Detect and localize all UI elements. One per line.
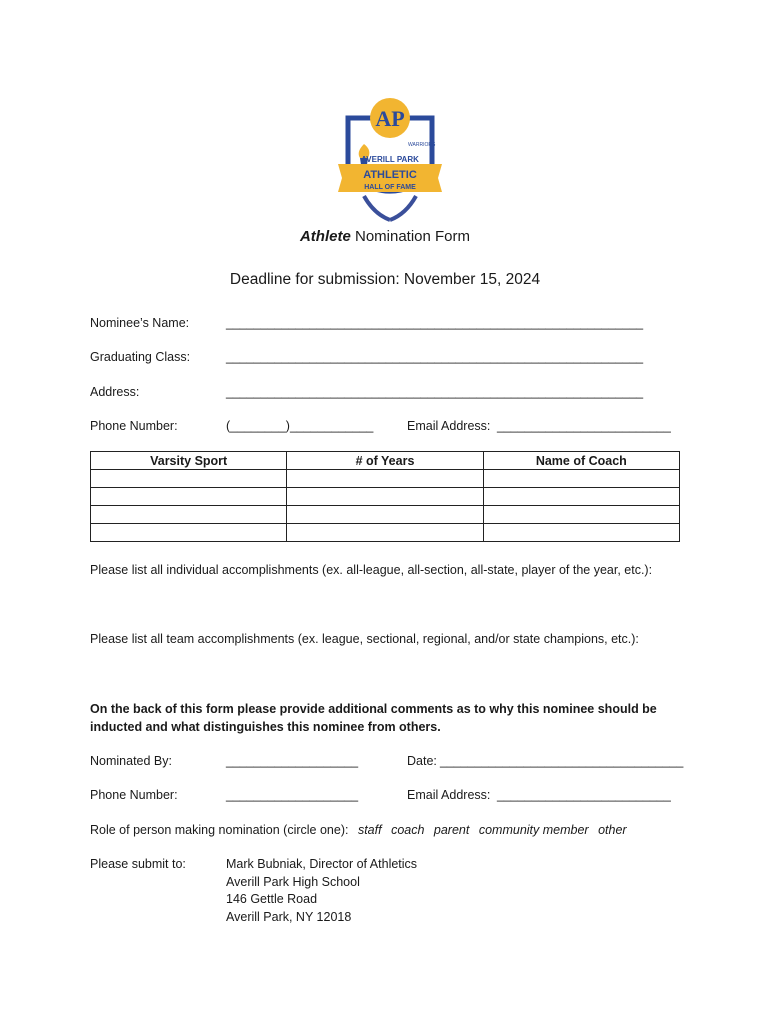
role-option-staff[interactable]: staff	[357, 823, 382, 837]
logo-tagline: WARRIORS	[408, 142, 436, 148]
logo-laurel-left	[364, 196, 390, 220]
sport-cell[interactable]	[91, 506, 287, 524]
individual-accomplishments-prompt: Please list all individual accomplishments (ex. all-league, all-section, all-state, player of the year, etc.):	[90, 563, 653, 577]
deadline: Deadline for submission: November 15, 2024	[229, 271, 541, 288]
submit-address-line: Averill Park, NY 12018	[226, 909, 352, 924]
years-cell[interactable]	[287, 470, 483, 488]
years-cell[interactable]	[287, 506, 483, 524]
form-title	[0, 228, 770, 245]
role-option-parent[interactable]: parent	[433, 823, 470, 837]
submit-address-line: 146 Gettle Road	[226, 892, 318, 906]
date-label: Date:	[407, 754, 437, 768]
logo-laurel-right	[390, 196, 416, 220]
nominator-email-label: Email Address:	[407, 788, 491, 802]
form-title-bold: Athlete	[299, 228, 351, 245]
graduating-class-field[interactable]: ____________________________________________________________	[226, 350, 644, 364]
coach-cell[interactable]	[483, 470, 679, 488]
table-row	[91, 488, 680, 506]
nominator-phone-label: Phone Number:	[90, 788, 178, 802]
coach-cell[interactable]	[483, 506, 679, 524]
hall-of-fame-logo	[334, 96, 446, 228]
sports-table	[90, 451, 680, 542]
date-field[interactable]: ___________________________________	[440, 754, 684, 768]
coach-cell[interactable]	[483, 488, 679, 506]
nominator-email-field[interactable]: _________________________	[497, 788, 671, 802]
phone-field[interactable]: (________)____________	[226, 419, 374, 433]
nominator-phone-field[interactable]: ___________________	[226, 788, 359, 802]
address-label: Address:	[90, 385, 140, 399]
sport-cell[interactable]	[91, 524, 287, 542]
sports-table-header	[91, 452, 680, 470]
nominated-by-field[interactable]: ___________________	[226, 754, 359, 768]
nominee-name-label: Nominee’s Name:	[90, 316, 190, 330]
table-row	[91, 506, 680, 524]
role-option-other[interactable]: other	[598, 823, 627, 837]
address-field[interactable]: ____________________________________________________________	[226, 385, 644, 399]
logo-initials: AP	[375, 106, 405, 131]
logo-banner-sub: HALL OF FAME	[364, 184, 416, 191]
header-varsity-sport: Varsity Sport	[91, 452, 287, 470]
years-cell[interactable]	[287, 524, 483, 542]
submit-address-line: Mark Bubniak, Director of Athletics	[226, 857, 418, 871]
nominated-by-label: Nominated By:	[90, 754, 172, 768]
team-accomplishments-prompt: Please list all team accomplishments (ex. league, sectional, regional, and/or state champions, etc.):	[90, 632, 639, 646]
role-label: Role of person making nomination (circle one):	[90, 823, 349, 837]
table-row	[91, 470, 680, 488]
back-of-form-note: On the back of this form please provide additional comments as to why this nominee should be inducted and what distinguishes this nominee from others.	[90, 702, 657, 734]
role-row	[90, 822, 627, 838]
header-coach: Name of Coach	[483, 452, 679, 470]
phone-label: Phone Number:	[90, 419, 178, 433]
role-option-community-member[interactable]: community member	[478, 823, 589, 837]
submit-to-label: Please submit to:	[90, 857, 186, 871]
role-option-coach[interactable]: coach	[391, 823, 425, 837]
form-title-rest: Nomination Form	[354, 228, 471, 245]
nominee-name-field[interactable]: ____________________________________________________________	[226, 316, 644, 330]
email-field[interactable]: _________________________	[497, 419, 671, 433]
sport-cell[interactable]	[91, 470, 287, 488]
header-years: # of Years	[287, 452, 483, 470]
coach-cell[interactable]	[483, 524, 679, 542]
graduating-class-label: Graduating Class:	[90, 350, 191, 364]
submit-address-line: Averill Park High School	[226, 874, 360, 889]
logo-banner-text: ATHLETIC	[363, 169, 417, 181]
submit-address	[226, 856, 417, 926]
years-cell[interactable]	[287, 488, 483, 506]
logo-school: AVERILL PARK	[361, 155, 419, 164]
sport-cell[interactable]	[91, 488, 287, 506]
email-label: Email Address:	[407, 419, 491, 433]
table-row	[91, 524, 680, 542]
